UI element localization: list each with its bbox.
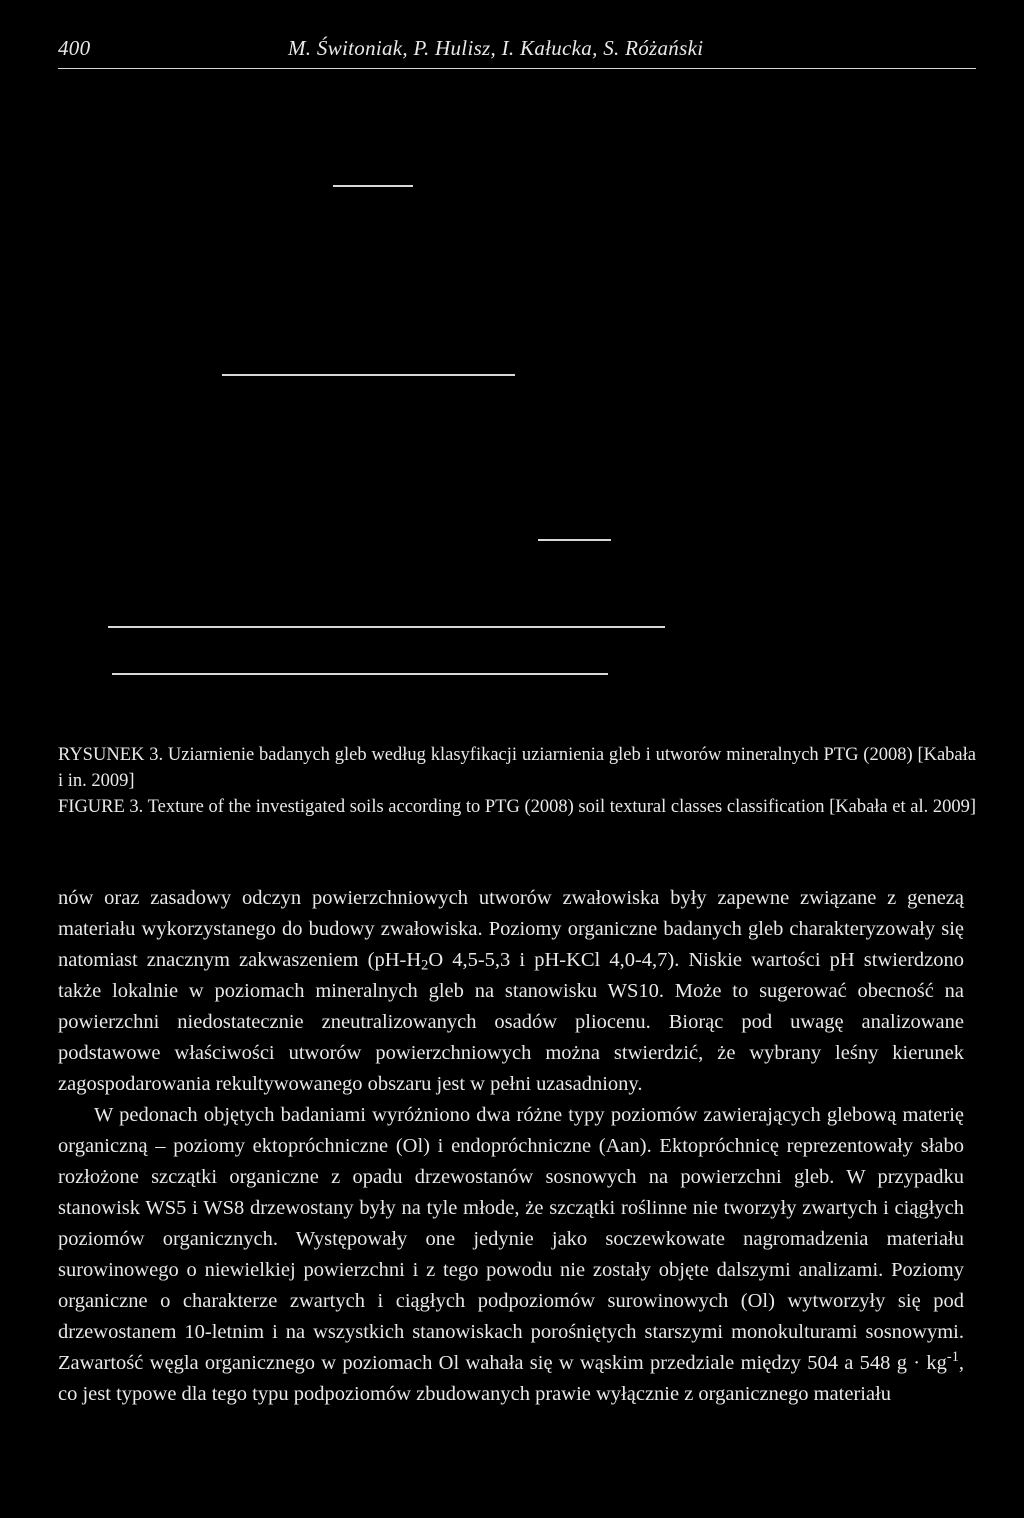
figure-line-fragment [108,626,665,628]
figure-line-fragment [112,673,608,675]
superscript-minus-1: -1 [946,1349,959,1366]
paragraph-1 [58,883,964,1100]
paragraph-1-text-a: nów oraz zasadowy odczyn powierzchniowych utworów zwałowiska były zapewne związane z genezą materiału wykorzystanego do budowy zwałowiska. Poziomy organiczne badanych gleb charakteryzowały się natomiast znacznym zakwaszeniem (pH-H [58,887,964,971]
figure-line-fragment [538,539,611,541]
caption-english: FIGURE 3. Texture of the investigated soils according to PTG (2008) soil textural classes classification [Kabała et al. 2009] [58,797,976,817]
body-text [58,883,964,1410]
figure-line-fragment [333,185,413,187]
paragraph-2-text-b: , co jest typowe dla tego typu podpoziomów zbudowanych prawie wyłącznie z organicznego materiału [58,1352,964,1405]
running-head-authors: M. Świtoniak, P. Hulisz, I. Kałucka, S. Różański [288,36,704,60]
figure-caption [58,742,976,820]
figure-line-fragment [222,374,515,376]
paragraph-1-text-b: O 4,5-5,3 i pH-KCl 4,0-4,7). Niskie wartości pH stwierdzono także lokalnie w poziomach mineralnych gleb na stanowisku WS10. Może to sugerować obecność na powierzchni niedostatecznie zneutralizowanych osadów pliocenu. Biorąc pod uwagę analizowane podstawowe właściwości utworów powierzchniowych można stwierdzić, że wybrany leśny kierunek zagospodarowania rekultywowanego obszaru jest w pełni uzasadniony. [58,949,965,1095]
page-number: 400 [58,36,91,60]
paragraph-2 [58,1100,964,1410]
caption-polish: RYSUNEK 3. Uziarnienie badanych gleb według klasyfikacji uziarnienia gleb i utworów mineralnych PTG (2008) [Kabała i in. 2009] [58,745,976,791]
paragraph-2-text-a: W pedonach objętych badaniami wyróżniono dwa różne typy poziomów zawierających glebową materię organiczną – poziomy ektopróchniczne (Ol) i endopróchniczne (Aan). Ektopróchnicę reprezentowały słabo rozłożone szczątki organiczne z opadu drzewostanów sosnowych na powierzchni gleb. W przypadku stanowisk WS5 i WS8 drzewostany były na tyle młode, że szczątki roślinne nie tworzyły zwartych i ciągłych poziomów organicznych. Występowały one jedynie jako soczewkowate nagromadzenia materiału surowinowego o niewielkiej powierzchni i z tego powodu nie zostały objęte dalszymi analizami. Poziomy organiczne o charakterze zwartych i ciągłych podpoziomów surowinowych (Ol) wytworzyły się pod drzewostanem 10-letnim i na wszystkich stanowiskach porośniętych starszymi monokulturami sosnowymi. Zawartość węgla organicznego w poziomach Ol wahała się w wąskim przedziale między 504 a 548 g · kg [58,1104,964,1374]
running-header [58,36,976,69]
subscript-2: 2 [421,957,429,974]
